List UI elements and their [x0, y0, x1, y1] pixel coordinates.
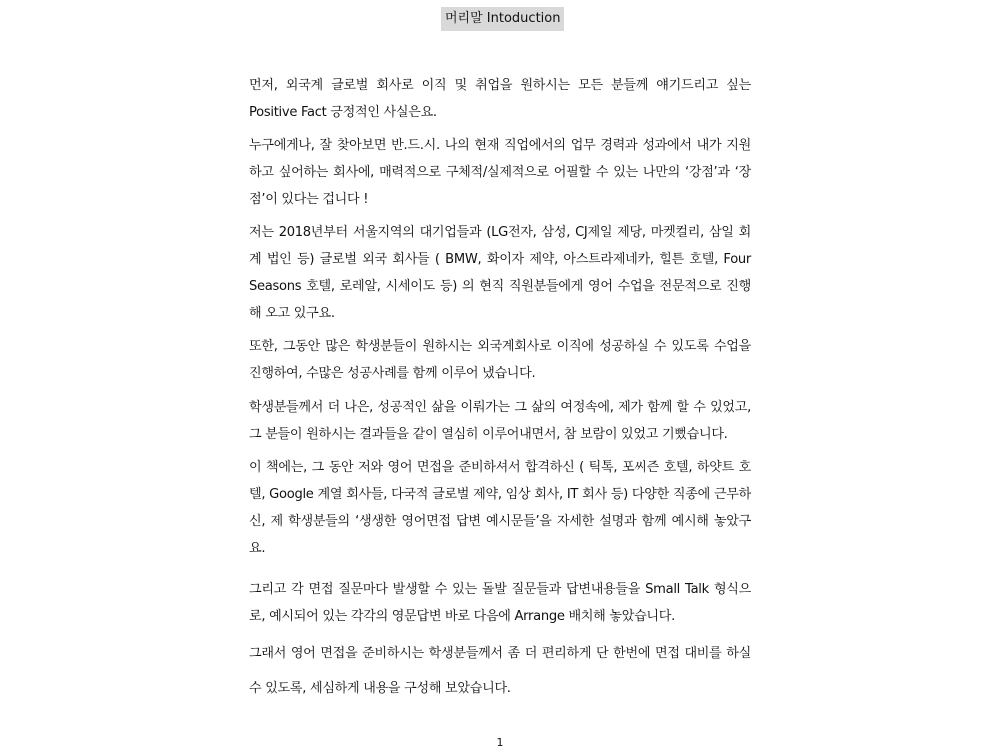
page-title: 머리말 Intoduction — [441, 7, 564, 31]
paragraph-strengths: 누구에게나, 잘 찾아보면 반.드.시. 나의 현재 직업에서의 업무 경력과 성과에서 내가 지원하고 싶어하는 회사에, 매력적으로 구체적/실제적으로 어필할 수 있는 나만의 ‘강점’과 ‘장점’이 있다는 겁니다 ! — [249, 138, 751, 207]
paragraph-success: 또한, 그동안 많은 학생분들이 원하시는 외국계회사로 이직에 성공하실 수 있도록 수업을 진행하여, 수많은 성공사례를 함께 이루어 냈습니다. — [249, 339, 751, 381]
paragraph-conclusion: 그래서 영어 면접을 준비하시는 학생분들께서 좀 더 편리하게 단 한번에 면접 대비를 하실 수 있도록, 세심하게 내용을 구성해 보았습니다. — [249, 646, 751, 696]
paragraph-rewarding: 학생분들께서 더 나은, 성공적인 삶을 이뤄가는 그 삶의 여정속에, 제가 함께 할 수 있었고, 그 분들이 원하시는 결과들을 같이 열심히 이루어내면서, 참 보람이 있었고 기뻤습니다. — [249, 400, 751, 442]
paragraph-intro: 먼저, 외국계 글로벌 회사로 이직 및 취업을 원하시는 모든 분들께 얘기드리고 싶는 Positive Fact 긍정적인 사실은요. — [249, 78, 751, 120]
paragraph-book-content: 이 책에는, 그 동안 저와 영어 면접을 준비하셔서 합격하신 ( 틱톡, 포씨즌 호텔, 하얏트 호텔, Google 계열 회사들, 다국적 글로벌 제약, 임상 회사, IT 회사 등) 다양한 직종에 근무하신, 제 학생분들의 ‘생생한 영어면접 답변 예시문들’을 자세한 설명과 함께 예시해 놓았구요. — [249, 460, 751, 556]
paragraph-experience: 저는 2018년부터 서울지역의 대기업들과 (LG전자, 삼성, CJ제일 제당, 마켓컬리, 삼일 회계 법인 등) 글로벌 외국 회사들 ( BMW, 화이자 제약, 아스트라제네카, 힐튼 호텔, Four Seasons 호텔, 로레알, 시세이도 등) 의 현직 직원분들에게 영어 수업을 전문적으로 진행해 오고 있구요. — [249, 225, 751, 321]
document-body — [249, 72, 751, 706]
paragraph-small-talk: 그리고 각 면접 질문마다 발생할 수 있는 돌발 질문들과 답변내용들을 Small Talk 형식으로, 예시되어 있는 각각의 영문답변 바로 다음에 Arrange 배치해 놓았습니다. — [249, 582, 751, 624]
page-number: 1 — [496, 736, 504, 749]
